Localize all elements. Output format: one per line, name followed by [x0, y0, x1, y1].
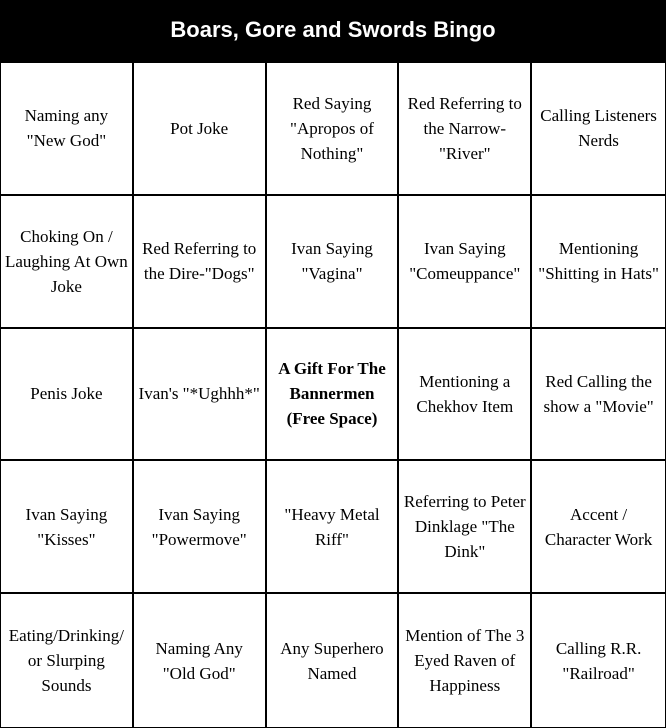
bingo-cell[interactable]: Red Referring to the Dire-"Dogs": [134, 196, 267, 329]
bingo-cell[interactable]: Naming Any "Old God": [134, 594, 267, 727]
bingo-cell[interactable]: Pot Joke: [134, 63, 267, 196]
bingo-cell[interactable]: Red Referring to the Narrow-"River": [399, 63, 532, 196]
bingo-cell[interactable]: Naming any "New God": [1, 63, 134, 196]
bingo-cell[interactable]: Referring to Peter Dinklage "The Dink": [399, 461, 532, 594]
bingo-cell[interactable]: Calling R.R. "Railroad": [555, 638, 642, 683]
bingo-cell[interactable]: Ivan Saying "Kisses": [1, 461, 134, 594]
bingo-cell[interactable]: Mentioning "Shitting in Hats": [532, 196, 665, 329]
bingo-cell[interactable]: "Heavy Metal Riff": [267, 461, 400, 594]
bingo-cell[interactable]: Penis Joke: [1, 329, 134, 462]
bingo-cell[interactable]: Eating/Drinking/ or Slurping Sounds: [1, 594, 134, 727]
bingo-cell[interactable]: Calling Listeners Nerds: [532, 63, 665, 196]
bingo-free-space[interactable]: A Gift For The Bannermen (Free Space): [267, 329, 400, 462]
bingo-cell[interactable]: Choking On / Laughing At Own Joke: [1, 196, 134, 329]
bingo-cell[interactable]: Ivan Saying "Comeuppance": [399, 196, 532, 329]
bingo-cell[interactable]: Mentioning a Chekhov Item: [399, 329, 532, 462]
bingo-cell[interactable]: Ivan's "*Ughhh*": [134, 329, 267, 462]
bingo-cell[interactable]: Accent / Character Work: [532, 461, 665, 594]
bingo-title: Boars, Gore and Swords Bingo: [0, 0, 666, 62]
bingo-grid: [0, 62, 666, 728]
bingo-cell[interactable]: Ivan Saying "Vagina": [267, 196, 400, 329]
bingo-cell[interactable]: Red Saying "Apropos of Nothing": [267, 63, 400, 196]
bingo-cell[interactable]: Mention of The 3 Eyed Raven of Happiness: [399, 594, 532, 727]
bingo-cell[interactable]: Red Calling the show a "Movie": [532, 329, 665, 462]
bingo-cell[interactable]: Ivan Saying "Powermove": [134, 461, 267, 594]
bingo-cell[interactable]: Any Superhero Named: [267, 594, 400, 727]
